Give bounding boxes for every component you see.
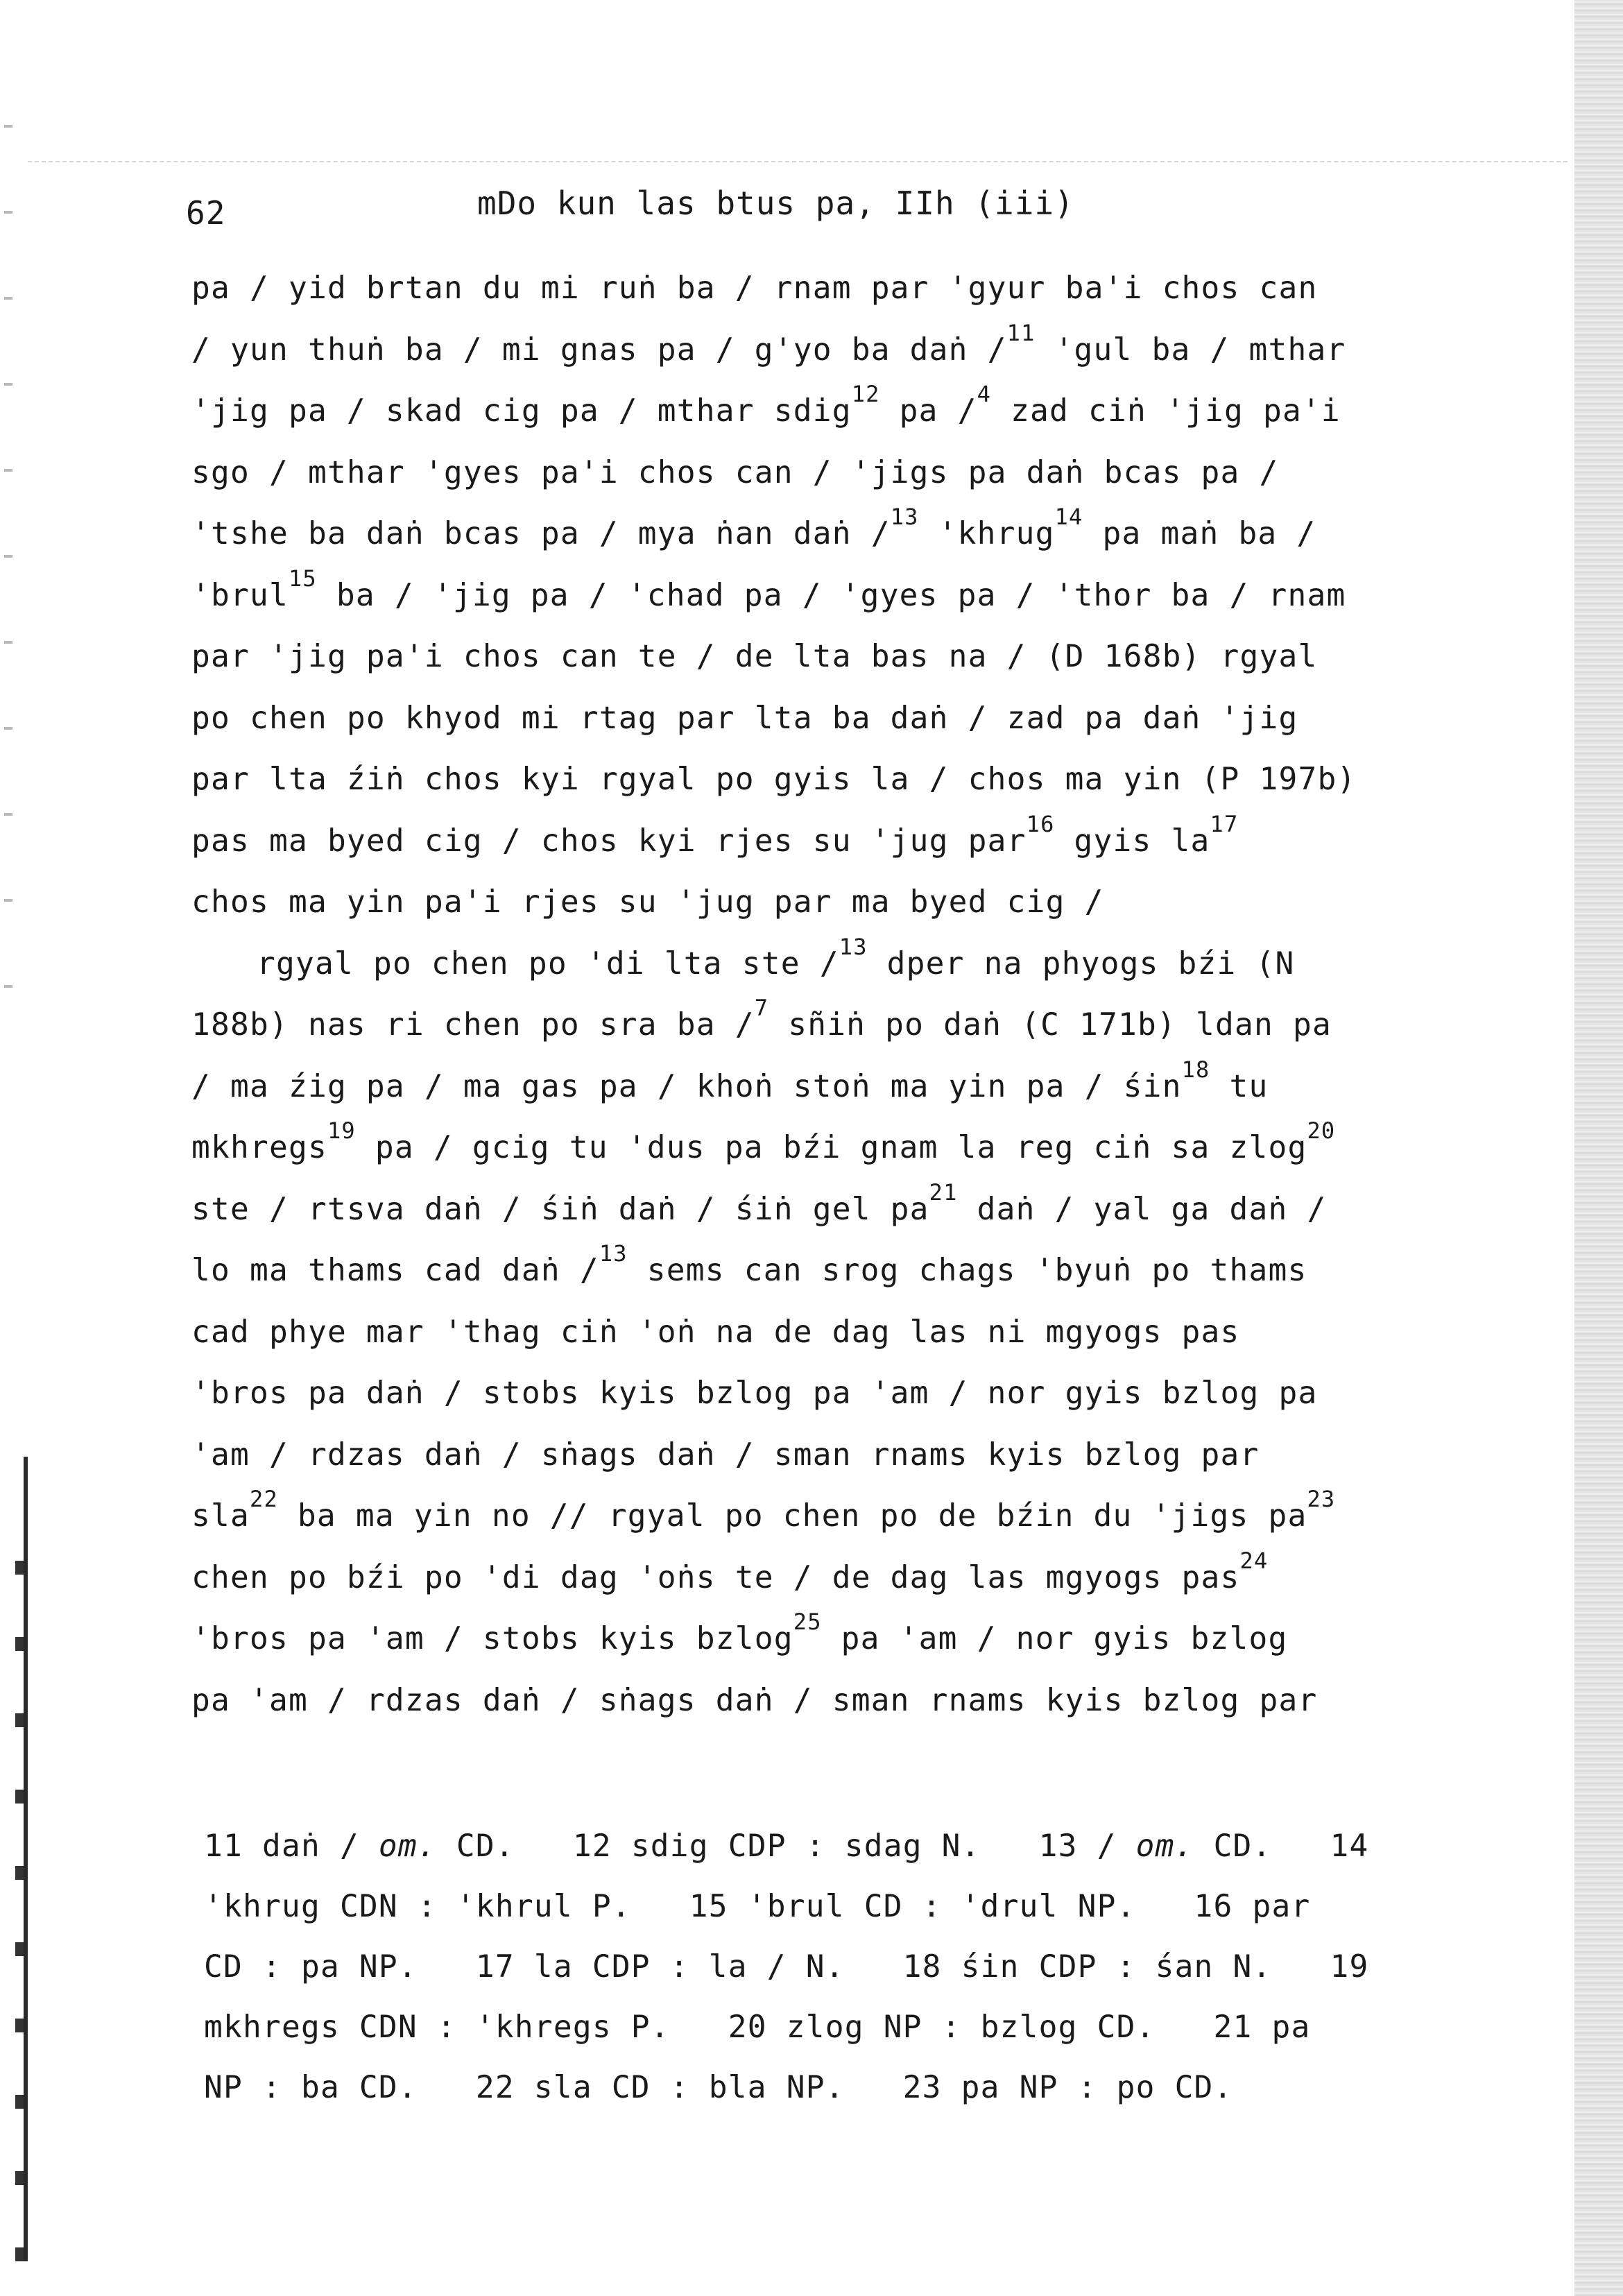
text-run: pa 'am / nor gyis bzlog [821,1621,1288,1656]
footnote-line [204,1876,1494,1937]
footnote-marker: 12 [851,381,880,407]
footnote-marker: 13 [890,504,919,530]
text-run: mkhregs CDN : 'khregs P. 20 zlog NP : bzlog CD. 21 pa [204,2010,1311,2045]
text-line [191,1302,1482,1364]
text-line [191,626,1482,688]
text-run: mkhregs [191,1130,327,1165]
text-run: / ma źig pa / ma gas pa / khoṅ stoṅ ma yin pa / śin [191,1068,1182,1104]
text-run: / yun thuṅ ba / mi gnas pa / g'yo ba daṅ / [191,332,1007,368]
text-run: sla [191,1498,250,1534]
text-line [191,443,1482,504]
running-title: mDo kun las btus pa, IIh (iii) [477,185,1074,222]
text-run: chos ma yin pa'i rjes su 'jug par ma byed cig / [191,884,1104,920]
text-run: chen po bźi po 'di dag 'oṅs te / de dag las mgyogs pas [191,1559,1240,1595]
scan-left-margin-marks [4,42,12,1054]
text-run: 'am / rdzas daṅ / sṅags daṅ / sman rnams kyis bzlog par [191,1437,1260,1473]
scan-top-edge [28,161,1568,162]
text-run: sgo / mthar 'gyes pa'i chos can / 'jigs pa daṅ bcas pa / [191,454,1279,490]
footnote-line [204,1997,1494,2057]
footnote-marker: 4 [977,381,992,407]
binding-marks [15,1498,24,2261]
text-line [191,811,1482,873]
text-run: 'brul [191,577,289,613]
text-line [191,1056,1482,1118]
text-line [191,504,1482,565]
footnote-marker: 13 [599,1240,628,1267]
binding-shadow [24,1457,28,2261]
text-line [191,1179,1482,1241]
text-line [191,1240,1482,1302]
text-line [191,1548,1482,1609]
text-run: gyis la [1054,823,1210,859]
footnote-marker: 16 [1026,810,1055,837]
text-run: par lta źiṅ chos kyi rgyal po gyis la / chos ma yin (P 197b) [191,762,1357,797]
text-run: 'jig pa / skad cig pa / mthar sdig [191,393,852,429]
text-run: pa maṅ ba / [1083,516,1316,551]
text-run: CD. 12 sdig CDP : sdag N. 13 / [436,1828,1136,1864]
text-run: pas ma byed cig / chos kyi rjes su 'jug par [191,823,1027,859]
text-run: ba / 'jig pa / 'chad pa / 'gyes pa / 'thor ba / rnam [316,577,1346,613]
text-run: dper na phyogs bźi (N [867,945,1295,982]
text-line [191,381,1482,443]
footnote-marker: 17 [1210,810,1239,837]
footnote-marker: 18 [1181,1056,1210,1083]
footnote-line [204,2057,1494,2118]
text-line [191,1486,1482,1548]
text-run: 'bros pa 'am / stobs kyis bzlog [191,1621,793,1656]
text-run: 11 daṅ / [204,1828,379,1864]
footnote-line [204,1816,1494,1876]
text-run: pa / gcig tu 'dus pa bźi gnam la reg ciṅ sa zlog [355,1130,1307,1165]
text-line [191,995,1482,1056]
text-run: 'tshe ba daṅ bcas pa / mya ṅan daṅ / [191,516,891,551]
text-run: 188b) nas ri chen po sra ba / [191,1007,755,1043]
text-run: 'gul ba / mthar [1035,332,1346,368]
text-run: cad phye mar 'thag ciṅ 'oṅ na de dag las ni mgyogs pas [191,1314,1240,1350]
text-line [191,749,1482,811]
text-line [191,1670,1482,1732]
footnote-marker: 25 [793,1609,822,1635]
text-line [191,1363,1482,1425]
text-line [191,1117,1482,1179]
italic-text: om. [1135,1828,1194,1864]
footnote-marker: 13 [839,933,868,960]
text-run: lo ma thams cad daṅ / [191,1253,599,1288]
footnote-marker: 7 [754,995,769,1021]
text-run: CD. 14 [1194,1828,1369,1864]
text-run: sñiṅ po daṅ (C 171b) ldan pa [768,1007,1332,1043]
text-run: rgyal po chen po 'di lta ste / [257,945,839,982]
text-line [191,258,1482,320]
italic-text: om. [378,1828,437,1864]
text-run: pa 'am / rdzas daṅ / sṅags daṅ / sman rnams kyis bzlog par [191,1682,1318,1718]
text-run: par 'jig pa'i chos can te / de lta bas na / (D 168b) rgyal [191,639,1318,674]
text-run: tu [1210,1068,1269,1104]
page-number: 62 [186,194,226,232]
scan-right-edge [1574,0,1623,2296]
footnote-marker: 14 [1054,504,1083,530]
text-line [191,320,1482,382]
text-line [191,872,1482,934]
text-run: NP : ba CD. 22 sla CD : bla NP. 23 pa NP : po CD. [204,2070,1233,2105]
text-run: po chen po khyod mi rtag par lta ba daṅ / zad pa daṅ 'jig [191,700,1298,736]
text-line [191,1609,1482,1670]
text-run: pa / yid brtan du mi ruṅ ba / rnam par 'gyur ba'i chos can [191,271,1318,306]
text-run: ba ma yin no // rgyal po chen po de bźin du 'jigs pa [277,1498,1307,1534]
text-run: 'khrug [918,516,1055,551]
footnote-marker: 22 [249,1486,278,1512]
text-line [191,565,1482,627]
footnote-marker: 15 [288,565,317,592]
footnote-marker: 21 [929,1179,958,1206]
footnote-line [204,1937,1494,1997]
text-run: 'khrug CDN : 'khrul P. 15 'brul CD : 'drul NP. 16 par [204,1889,1311,1924]
footnote-marker: 19 [327,1117,356,1144]
text-run: pa / [879,393,977,429]
text-run: CD : pa NP. 17 la CDP : la / N. 18 śin CDP : śan N. 19 [204,1949,1369,1985]
text-line [191,1425,1482,1487]
main-text [191,258,1482,1731]
footnote-marker: 20 [1307,1117,1336,1144]
text-run: daṅ / yal ga daṅ / [957,1191,1327,1227]
text-line [191,934,1482,995]
text-run: zad ciṅ 'jig pa'i [991,393,1341,429]
footnote-marker: 24 [1239,1547,1269,1574]
text-run: ste / rtsva daṅ / śiṅ daṅ / śiṅ gel pa [191,1191,929,1227]
footnote-marker: 23 [1307,1486,1336,1512]
text-run: sems can srog chags 'byuṅ po thams [627,1253,1307,1288]
footnote-marker: 11 [1006,319,1036,346]
footnotes [204,1816,1494,2118]
text-run: 'bros pa daṅ / stobs kyis bzlog pa 'am / nor gyis bzlog pa [191,1376,1318,1411]
text-line [191,688,1482,750]
